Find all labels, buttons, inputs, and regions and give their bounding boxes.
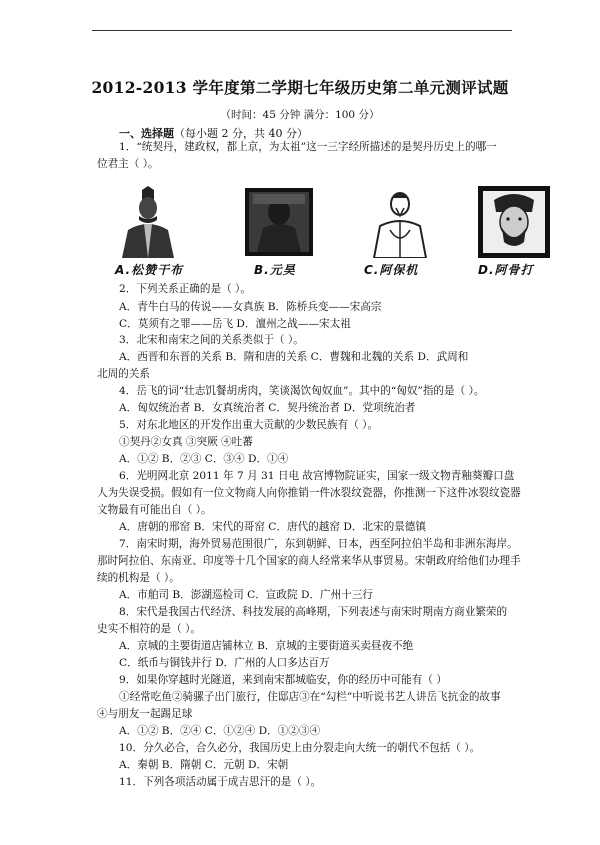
q7-line3: 续的机构是（ ）。 xyxy=(97,572,180,584)
q2-options-ab: A．青牛白马的传说——女真族 B．陈桥兵变——宋高宗 xyxy=(119,301,382,313)
q3-options-cont: 北周的关系 xyxy=(97,368,150,380)
q1-line1: 1．“统契丹，建政权，都上京，为太祖”这一三字经所描述的是契丹历史上的哪一 xyxy=(119,141,497,153)
q3-options: A．西晋和东晋的关系 B．隋和唐的关系 C．曹魏和北魏的关系 D．武周和 xyxy=(119,351,469,363)
q4-stem: 4．岳飞的词“壮志饥餐胡虏肉，笑谈渴饮匈奴血”。其中的“匈奴”指的是（ ）。 xyxy=(119,385,485,397)
q8-options-ab: A．京城的主要街道店铺林立 B．京城的主要街道买卖昼夜不绝 xyxy=(119,640,414,652)
q7-options: A．市舶司 B．澎湖巡检司 C．宣政院 D．广州十三行 xyxy=(119,589,374,601)
section-title: 一、选择题 xyxy=(119,127,174,140)
q9-items: ①经常吃鱼②骑骡子出门旅行，住邸店③在“勾栏”中听说书艺人讲岳飞抗金的故事 xyxy=(119,691,501,703)
exam-title: 2012-2013 学年度第二学期七年级历史第二单元测评试题 xyxy=(91,78,509,97)
portrait-a-caption: A.松赞干布 xyxy=(115,263,184,277)
q5-options: A．①② B．②③ C．③④ D．①④ xyxy=(119,453,289,465)
portrait-d-icon xyxy=(474,186,554,258)
q2-options-cd: C．莫须有之罪——岳飞 D．澶州之战——宋太祖 xyxy=(119,318,351,330)
q7-line1: 7．南宋时期，海外贸易范围很广，东到朝鲜、日本，西至阿拉伯半岛和非洲东海岸。 xyxy=(119,538,518,550)
portrait-c-icon xyxy=(360,186,440,258)
q2-stem: 2．下列关系正确的是（ ）。 xyxy=(119,283,251,295)
q9-items-cont: ④与朋友一起踢足球 xyxy=(97,708,193,720)
q6-options: A．唐朝的邢窑 B．宋代的哥窑 C．唐代的越窑 D．北宋的景德镇 xyxy=(119,521,426,533)
q10-options: A．秦朝 B．隋朝 C．元朝 D．宋朝 xyxy=(119,759,289,771)
section-heading xyxy=(119,125,308,141)
portrait-b-caption: B.元昊 xyxy=(254,263,296,277)
q6-line1: 6．光明网北京 2011 年 7 月 31 日电 故宫博物院证实，国家一级文物青釉葵瓣口盘 xyxy=(119,470,515,482)
portrait-d-caption: D.阿骨打 xyxy=(478,263,534,277)
portrait-c-caption: C.阿保机 xyxy=(364,263,419,277)
q5-items: ①契丹②女真 ③突厥 ④吐蕃 xyxy=(119,436,253,448)
q10-stem: 10．分久必合，合久必分，我国历史上由分裂走向大统一的朝代不包括（ ）。 xyxy=(119,742,481,754)
q4-options: A．匈奴统治者 B．女真统治者 C．契丹统治者 D．党项统治者 xyxy=(119,402,416,414)
q8-line1: 8．宋代是我国古代经济、科技发展的高峰期，下列表述与南宋时期南方商业繁荣的 xyxy=(119,606,508,618)
exam-time-score: （时间：45 分钟 满分：100 分） xyxy=(220,109,380,121)
q5-stem: 5．对东北地区的开发作出重大贡献的少数民族有（ ）。 xyxy=(119,419,379,431)
q11-stem: 11．下列各项活动属于成吉思汗的是（ ）。 xyxy=(119,776,322,788)
header-rule xyxy=(92,30,512,31)
q6-line2: 人为失误受损。假如有一位文物商人向你推销一件冰裂纹瓷器，你推测一下这件冰裂纹瓷器 xyxy=(97,487,521,499)
section-note: （每小题 2 分，共 40 分） xyxy=(174,127,308,140)
portrait-a-icon xyxy=(108,186,188,258)
q8-options-cd: C．纸币与铜钱并行 D．广州的人口多达百万 xyxy=(119,657,330,669)
portrait-b-icon xyxy=(239,186,319,258)
q1-line2: 位君主（ ）。 xyxy=(97,158,159,170)
q8-line2: 史实不相符的是（ ）。 xyxy=(97,623,202,635)
q3-stem: 3．北宋和南宋之间的关系类似于（ ）。 xyxy=(119,334,304,346)
q7-line2: 那时阿拉伯、东南亚、印度等十几个国家的商人经常来华从事贸易。宋朝政府给他们办理手 xyxy=(97,555,521,567)
q6-line3: 文物最有可能出自（ ）。 xyxy=(97,504,212,516)
q9-stem: 9．如果你穿越时光隧道，来到南宋都城临安，你的经历中可能有（ ） xyxy=(119,674,447,686)
q9-options: A．①② B．②④ C．①②④ D．①②③④ xyxy=(119,725,321,737)
